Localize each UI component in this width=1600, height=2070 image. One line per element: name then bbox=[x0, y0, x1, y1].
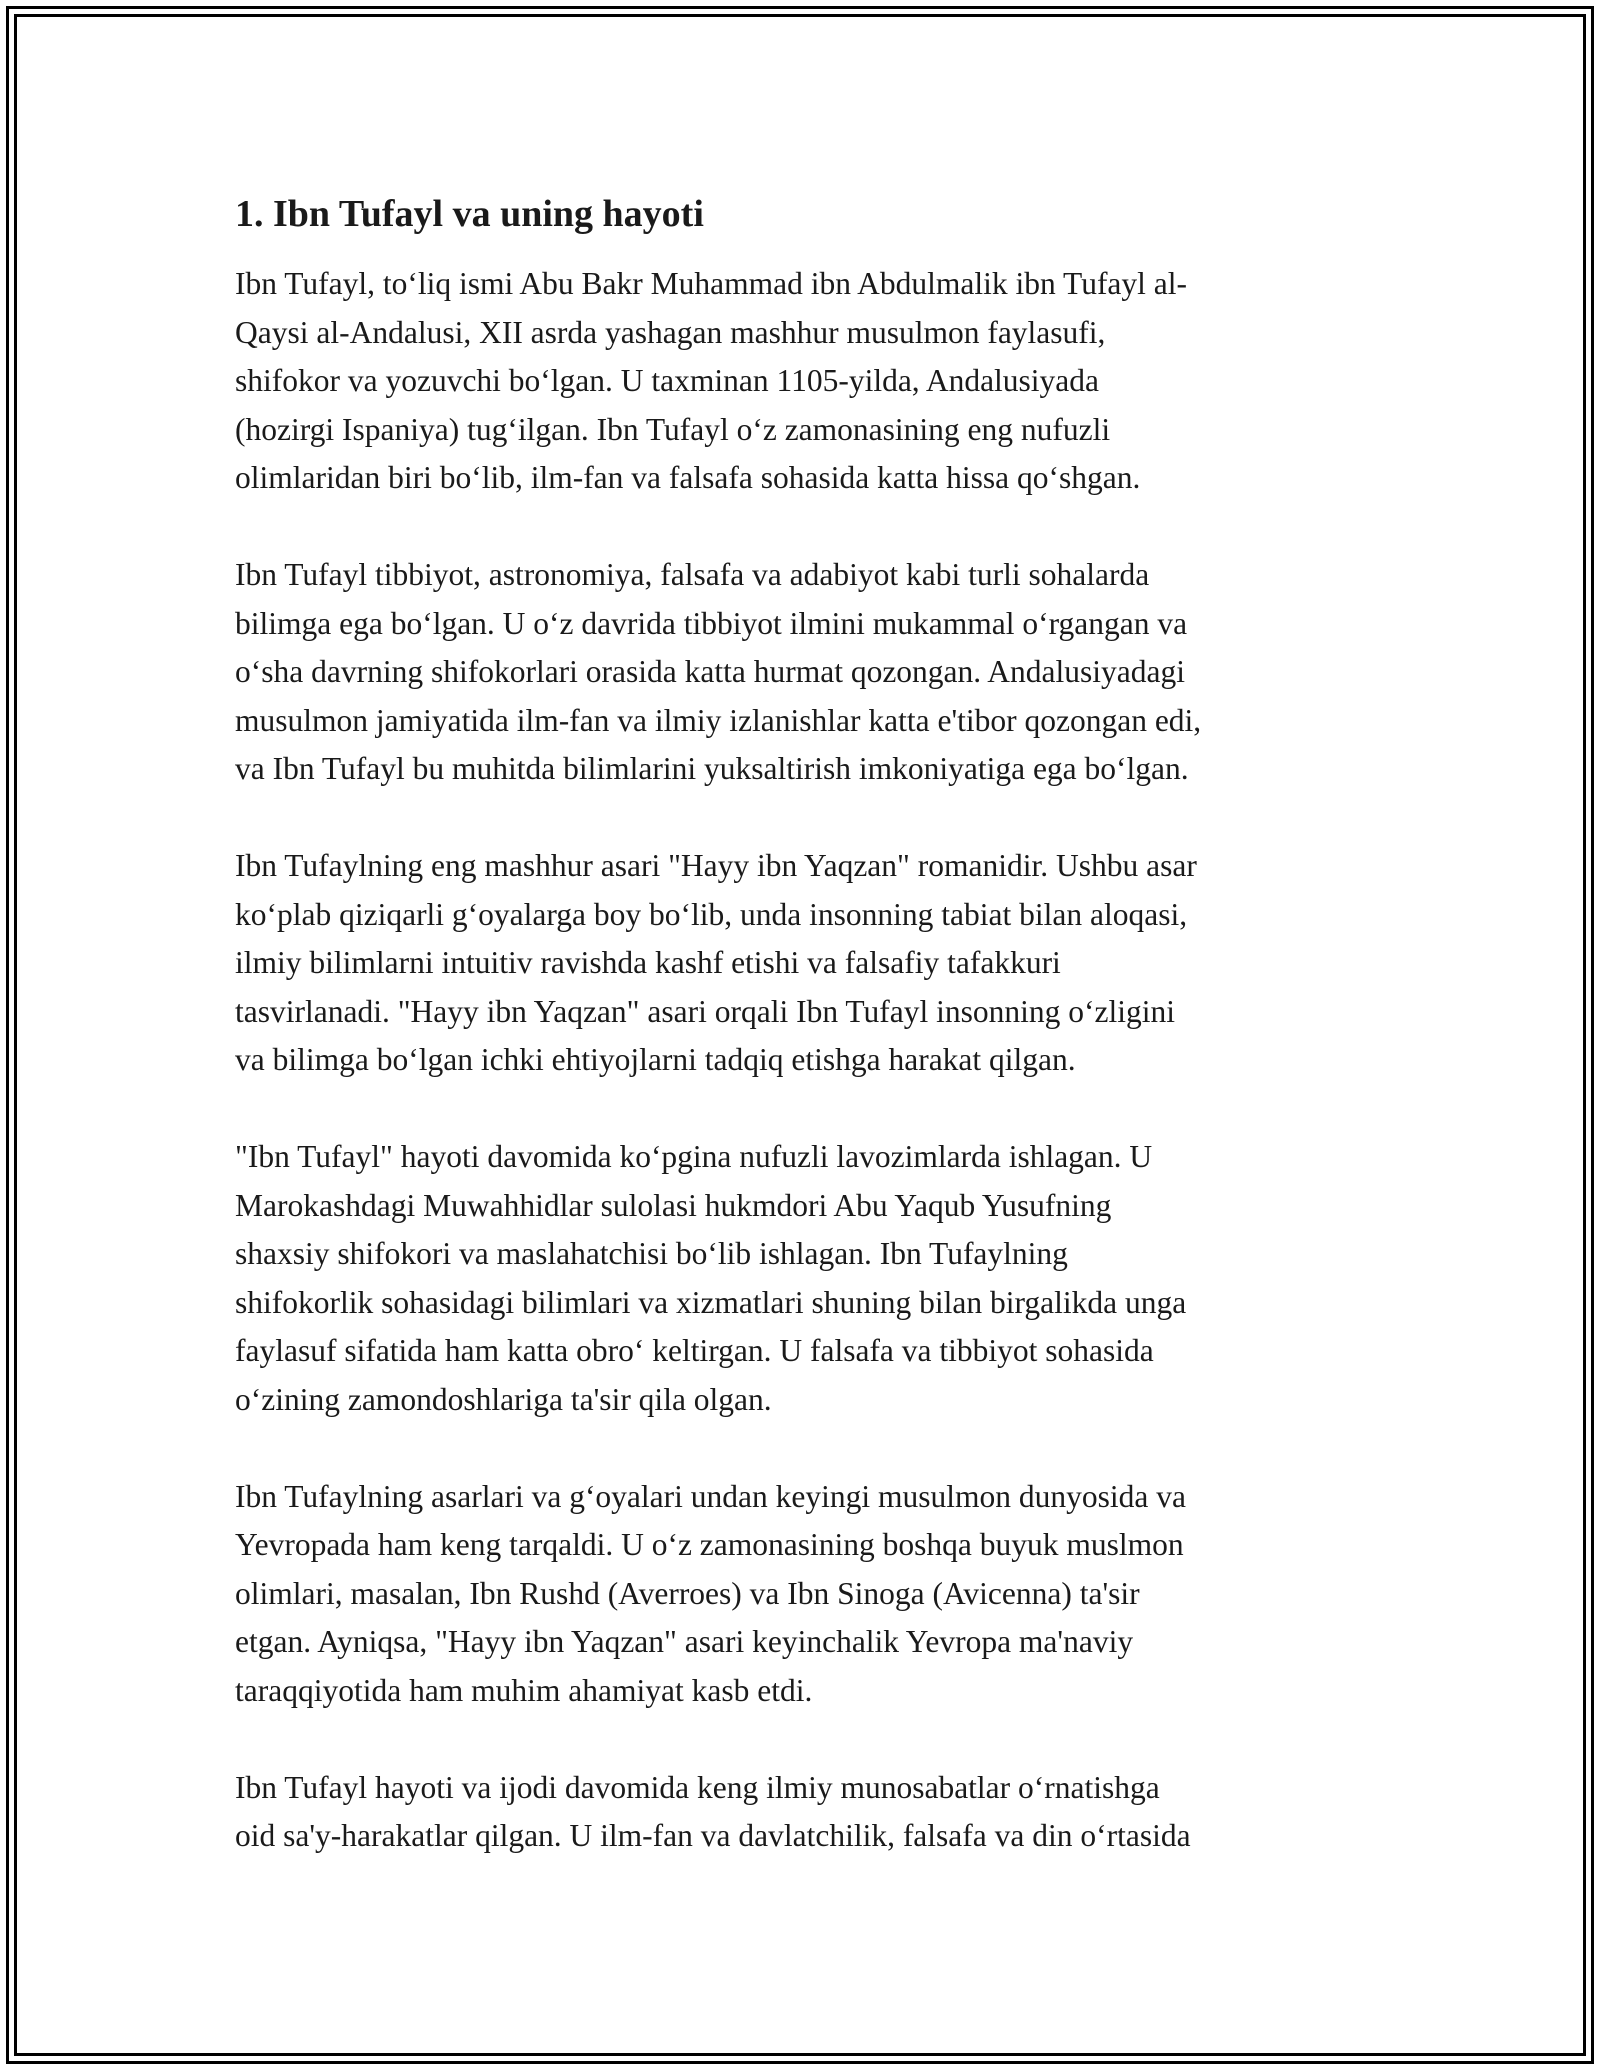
paragraph-3 bbox=[235, 842, 1365, 1085]
paragraph-4 bbox=[235, 1133, 1365, 1424]
text-line: shifokor va yozuvchi bo‘lgan. U taxminan 1105-yilda, Andalusiyada bbox=[235, 363, 1100, 398]
text-line: ilmiy bilimlarni intuitiv ravishda kashf etishi va falsafiy tafakkuri bbox=[235, 945, 1061, 980]
text-line: Ibn Tufaylning eng mashhur asari "Hayy ibn Yaqzan" romanidir. Ushbu asar bbox=[235, 848, 1197, 883]
text-line: oid sa'y-harakatlar qilgan. U ilm-fan va davlatchilik, falsafa va din o‘rtasida bbox=[235, 1818, 1191, 1853]
paragraph-2 bbox=[235, 551, 1365, 794]
text-line: faylasuf sifatida ham katta obro‘ keltirgan. U falsafa va tibbiyot sohasida bbox=[235, 1333, 1154, 1368]
text-line: "Ibn Tufayl" hayoti davomida ko‘pgina nufuzli lavozimlarda ishlagan. U bbox=[235, 1139, 1153, 1174]
text-line: (hozirgi Ispaniya) tug‘ilgan. Ibn Tufayl o‘z zamonasining eng nufuzli bbox=[235, 411, 1111, 447]
text-line: tasvirlanadi. "Hayy ibn Yaqzan" asari orqali Ibn Tufayl insonning o‘zligini bbox=[235, 993, 1175, 1029]
text-line: o‘sha davrning shifokorlari orasida katta hurmat qozongan. Andalusiyadagi bbox=[235, 654, 1185, 689]
text-line: etgan. Ayniqsa, "Hayy ibn Yaqzan" asari keyinchalik Yevropa ma'naviy bbox=[235, 1624, 1134, 1659]
paragraph-1 bbox=[235, 260, 1365, 503]
text-line: Ibn Tufaylning asarlari va g‘oyalari undan keyingi musulmon dunyosida va bbox=[235, 1478, 1186, 1514]
text-line: olimlari, masalan, Ibn Rushd (Averroes) va Ibn Sinoga (Avicenna) ta'sir bbox=[235, 1575, 1140, 1611]
text-line: Ibn Tufayl tibbiyot, astronomiya, falsafa va adabiyot kabi turli sohalarda bbox=[235, 557, 1150, 592]
text-line: o‘zining zamondoshlariga ta'sir qila olgan. bbox=[235, 1381, 772, 1417]
text-line: ko‘plab qiziqarli g‘oyalarga boy bo‘lib, unda insonning tabiat bilan aloqasi, bbox=[235, 896, 1188, 932]
text-line: taraqqiyotida ham muhim ahamiyat kasb etdi. bbox=[235, 1672, 813, 1708]
text-line: va bilimga bo‘lgan ichki ehtiyojlarni tadqiq etishga harakat qilgan. bbox=[235, 1042, 1076, 1077]
text-line: Marokashdagi Muwahhidlar sulolasi hukmdori Abu Yaqub Yusufning bbox=[235, 1187, 1112, 1223]
text-line: Qaysi al-Andalusi, XII asrda yashagan mashhur musulmon faylasufi, bbox=[235, 314, 1106, 350]
text-line: shaxsiy shifokori va maslahatchisi bo‘lib ishlagan. Ibn Tufaylning bbox=[235, 1236, 1068, 1271]
section-title: 1. Ibn Tufayl va uning hayoti bbox=[235, 193, 704, 235]
text-line: va Ibn Tufayl bu muhitda bilimlarini yuksaltirish imkoniyatiga ega bo‘lgan. bbox=[235, 751, 1189, 786]
document-body bbox=[235, 186, 1365, 1909]
text-line: Ibn Tufayl hayoti va ijodi davomida keng ilmiy munosabatlar o‘rnatishga bbox=[235, 1769, 1160, 1805]
text-line: olimlaridan biri bo‘lib, ilm-fan va falsafa sohasida katta hissa qo‘shgan. bbox=[235, 460, 1141, 495]
text-line: musulmon jamiyatida ilm-fan va ilmiy izlanishlar katta e'tibor qozongan edi, bbox=[235, 702, 1202, 738]
text-line: bilimga ega bo‘lgan. U o‘z davrida tibbiyot ilmini mukammal o‘rgangan va bbox=[235, 605, 1188, 641]
paragraph-5 bbox=[235, 1473, 1365, 1716]
paragraph-6 bbox=[235, 1764, 1365, 1861]
text-line: Yevropada ham keng tarqaldi. U o‘z zamonasining boshqa buyuk muslmon bbox=[235, 1527, 1184, 1562]
text-line: Ibn Tufayl, to‘liq ismi Abu Bakr Muhammad ibn Abdulmalik ibn Tufayl al- bbox=[235, 266, 1188, 301]
text-line: shifokorlik sohasidagi bilimlari va xizmatlari shuning bilan birgalikda unga bbox=[235, 1284, 1187, 1320]
